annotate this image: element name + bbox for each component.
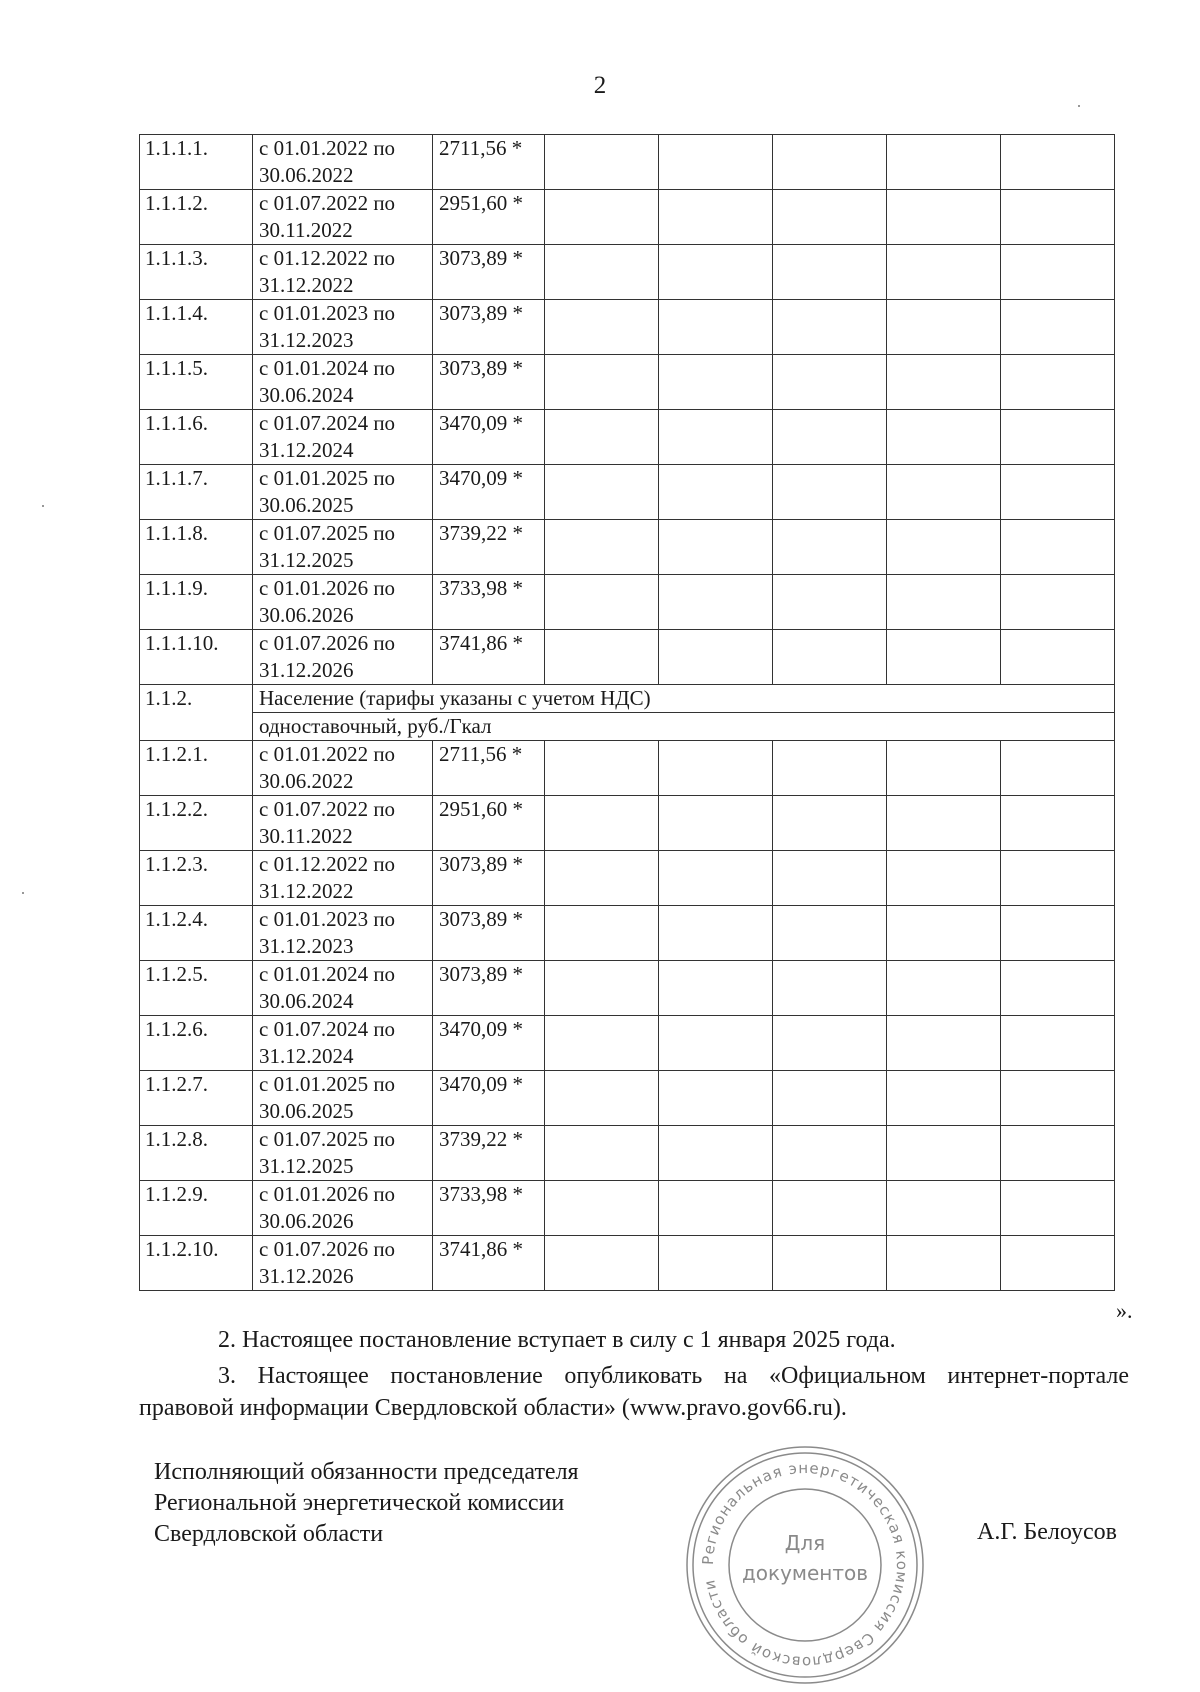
table-row — [140, 961, 1115, 1016]
official-stamp — [680, 1440, 930, 1690]
stamp-ring-text: Региональная энергетическая комиссия Свердловской области — [698, 1458, 912, 1672]
row-period — [253, 300, 433, 355]
table-row — [140, 300, 1115, 355]
period-start: с 01.01.2022 по — [259, 742, 396, 766]
period-start: с 01.12.2022 по — [259, 246, 396, 270]
row-tariff-value: 3470,09 * — [433, 1071, 545, 1126]
empty-cell — [659, 796, 773, 851]
period-start: с 01.01.2025 по — [259, 1072, 396, 1096]
row-number: 1.1.1.4. — [140, 300, 253, 355]
period-start: с 01.01.2023 по — [259, 907, 396, 931]
period-end: 30.06.2022 — [259, 163, 354, 187]
row-period — [253, 465, 433, 520]
empty-cell — [773, 300, 887, 355]
period-end: 31.12.2023 — [259, 934, 354, 958]
row-period — [253, 906, 433, 961]
row-tariff-value: 3073,89 * — [433, 961, 545, 1016]
empty-cell — [545, 465, 659, 520]
row-period — [253, 796, 433, 851]
empty-cell — [887, 1126, 1001, 1181]
empty-cell — [773, 190, 887, 245]
empty-cell — [545, 1071, 659, 1126]
empty-cell — [1001, 1181, 1115, 1236]
signer-position — [154, 1457, 579, 1550]
empty-cell — [1001, 575, 1115, 630]
period-start: с 01.12.2022 по — [259, 852, 396, 876]
empty-cell — [773, 1126, 887, 1181]
empty-cell — [659, 410, 773, 465]
row-tariff-value: 3470,09 * — [433, 1016, 545, 1071]
table-row — [140, 630, 1115, 685]
empty-cell — [1001, 741, 1115, 796]
empty-cell — [887, 410, 1001, 465]
empty-cell — [659, 355, 773, 410]
empty-cell — [773, 741, 887, 796]
row-tariff-value: 2951,60 * — [433, 796, 545, 851]
row-period — [253, 520, 433, 575]
table-row — [140, 1181, 1115, 1236]
period-start: с 01.01.2022 по — [259, 136, 396, 160]
row-tariff-value: 2951,60 * — [433, 190, 545, 245]
section-row — [140, 685, 1115, 713]
empty-cell — [887, 245, 1001, 300]
period-start: с 01.07.2024 по — [259, 1017, 396, 1041]
empty-cell — [659, 906, 773, 961]
empty-cell — [659, 520, 773, 575]
row-number: 1.1.2.4. — [140, 906, 253, 961]
section-number: 1.1.2. — [140, 685, 253, 741]
empty-cell — [545, 575, 659, 630]
empty-cell — [773, 1181, 887, 1236]
row-tariff-value: 2711,56 * — [433, 135, 545, 190]
empty-cell — [545, 1126, 659, 1181]
empty-cell — [659, 630, 773, 685]
period-end: 31.12.2026 — [259, 1264, 354, 1288]
empty-cell — [545, 410, 659, 465]
empty-cell — [773, 410, 887, 465]
row-tariff-value: 3470,09 * — [433, 465, 545, 520]
table-row — [140, 410, 1115, 465]
period-end: 31.12.2022 — [259, 273, 354, 297]
table-row — [140, 1126, 1115, 1181]
empty-cell — [887, 796, 1001, 851]
empty-cell — [887, 1181, 1001, 1236]
empty-cell — [659, 190, 773, 245]
period-start: с 01.07.2024 по — [259, 411, 396, 435]
row-period — [253, 1236, 433, 1291]
row-number: 1.1.1.10. — [140, 630, 253, 685]
period-end: 30.06.2022 — [259, 769, 354, 793]
row-period — [253, 1181, 433, 1236]
period-end: 31.12.2024 — [259, 438, 354, 462]
empty-cell — [1001, 190, 1115, 245]
empty-cell — [545, 741, 659, 796]
row-period — [253, 1016, 433, 1071]
empty-cell — [887, 1236, 1001, 1291]
empty-cell — [659, 135, 773, 190]
row-period — [253, 630, 433, 685]
period-start: с 01.07.2025 по — [259, 1127, 396, 1151]
scan-speck — [22, 892, 24, 894]
empty-cell — [887, 906, 1001, 961]
period-start: с 01.01.2023 по — [259, 301, 396, 325]
table-row — [140, 355, 1115, 410]
period-end: 30.06.2025 — [259, 1099, 354, 1123]
row-number: 1.1.2.3. — [140, 851, 253, 906]
period-end: 31.12.2023 — [259, 328, 354, 352]
section-title: Население (тарифы указаны с учетом НДС) — [253, 685, 1115, 713]
row-number: 1.1.1.8. — [140, 520, 253, 575]
row-period — [253, 1126, 433, 1181]
signer-position-line-3: Свердловской области — [154, 1521, 384, 1547]
empty-cell — [659, 1236, 773, 1291]
row-tariff-value: 3741,86 * — [433, 630, 545, 685]
empty-cell — [887, 190, 1001, 245]
row-tariff-value: 3073,89 * — [433, 245, 545, 300]
table-row — [140, 190, 1115, 245]
table-row — [140, 1016, 1115, 1071]
empty-cell — [887, 520, 1001, 575]
row-number: 1.1.2.9. — [140, 1181, 253, 1236]
empty-cell — [1001, 1071, 1115, 1126]
period-start: с 01.07.2025 по — [259, 521, 396, 545]
empty-cell — [887, 630, 1001, 685]
empty-cell — [773, 355, 887, 410]
row-number: 1.1.2.7. — [140, 1071, 253, 1126]
row-tariff-value: 3733,98 * — [433, 575, 545, 630]
empty-cell — [659, 300, 773, 355]
empty-cell — [1001, 135, 1115, 190]
empty-cell — [659, 575, 773, 630]
empty-cell — [545, 520, 659, 575]
empty-cell — [1001, 851, 1115, 906]
scan-speck — [1078, 105, 1080, 107]
empty-cell — [773, 1236, 887, 1291]
empty-cell — [887, 1071, 1001, 1126]
period-start: с 01.01.2024 по — [259, 962, 396, 986]
period-start: с 01.01.2026 по — [259, 1182, 396, 1206]
row-tariff-value: 3739,22 * — [433, 1126, 545, 1181]
table-row — [140, 1071, 1115, 1126]
row-period — [253, 575, 433, 630]
row-period — [253, 961, 433, 1016]
row-tariff-value: 3739,22 * — [433, 520, 545, 575]
period-end: 31.12.2026 — [259, 658, 354, 682]
empty-cell — [545, 1236, 659, 1291]
empty-cell — [659, 961, 773, 1016]
empty-cell — [887, 355, 1001, 410]
period-end: 31.12.2025 — [259, 1154, 354, 1178]
empty-cell — [659, 851, 773, 906]
empty-cell — [545, 851, 659, 906]
row-number: 1.1.1.6. — [140, 410, 253, 465]
empty-cell — [545, 906, 659, 961]
table-row — [140, 575, 1115, 630]
empty-cell — [773, 851, 887, 906]
empty-cell — [1001, 1126, 1115, 1181]
paragraph-3: 3. Настоящее постановление опубликовать на «Официальном интернет-портале правовой информации Свердловской области» (www.pravo.gov66.ru). — [139, 1363, 1129, 1421]
period-end: 31.12.2024 — [259, 1044, 354, 1068]
period-start: с 01.01.2025 по — [259, 466, 396, 490]
empty-cell — [1001, 961, 1115, 1016]
period-end: 30.06.2026 — [259, 603, 354, 627]
scan-speck — [42, 505, 44, 507]
row-number: 1.1.2.1. — [140, 741, 253, 796]
period-end: 31.12.2025 — [259, 548, 354, 572]
empty-cell — [773, 575, 887, 630]
empty-cell — [887, 135, 1001, 190]
empty-cell — [773, 245, 887, 300]
empty-cell — [1001, 410, 1115, 465]
empty-cell — [659, 741, 773, 796]
empty-cell — [545, 300, 659, 355]
row-period — [253, 245, 433, 300]
empty-cell — [1001, 245, 1115, 300]
empty-cell — [545, 630, 659, 685]
empty-cell — [659, 1181, 773, 1236]
period-end: 30.06.2024 — [259, 383, 354, 407]
tariff-table — [139, 134, 1115, 1291]
section-subtitle: одноставочный, руб./Гкал — [253, 713, 1115, 741]
empty-cell — [659, 465, 773, 520]
empty-cell — [887, 465, 1001, 520]
row-period — [253, 135, 433, 190]
row-number: 1.1.1.9. — [140, 575, 253, 630]
empty-cell — [1001, 906, 1115, 961]
row-period — [253, 410, 433, 465]
row-tariff-value: 3073,89 * — [433, 300, 545, 355]
period-end: 30.06.2025 — [259, 493, 354, 517]
empty-cell — [773, 630, 887, 685]
row-number: 1.1.2.5. — [140, 961, 253, 1016]
table-row — [140, 851, 1115, 906]
row-tariff-value: 2711,56 * — [433, 741, 545, 796]
row-number: 1.1.2.8. — [140, 1126, 253, 1181]
empty-cell — [1001, 520, 1115, 575]
table-row — [140, 741, 1115, 796]
row-tariff-value: 3470,09 * — [433, 410, 545, 465]
empty-cell — [887, 1016, 1001, 1071]
empty-cell — [773, 520, 887, 575]
empty-cell — [773, 906, 887, 961]
empty-cell — [887, 851, 1001, 906]
empty-cell — [887, 961, 1001, 1016]
row-number: 1.1.1.3. — [140, 245, 253, 300]
empty-cell — [545, 961, 659, 1016]
page-number: 2 — [593, 72, 607, 99]
row-period — [253, 851, 433, 906]
row-period — [253, 1071, 433, 1126]
empty-cell — [887, 300, 1001, 355]
empty-cell — [1001, 355, 1115, 410]
row-number: 1.1.1.7. — [140, 465, 253, 520]
row-number: 1.1.1.1. — [140, 135, 253, 190]
period-start: с 01.01.2026 по — [259, 576, 396, 600]
table-row — [140, 520, 1115, 575]
table-row — [140, 796, 1115, 851]
empty-cell — [545, 135, 659, 190]
empty-cell — [1001, 1016, 1115, 1071]
row-tariff-value: 3073,89 * — [433, 355, 545, 410]
period-end: 30.06.2024 — [259, 989, 354, 1013]
period-start: с 01.07.2022 по — [259, 191, 396, 215]
row-tariff-value: 3073,89 * — [433, 906, 545, 961]
period-end: 31.12.2022 — [259, 879, 354, 903]
empty-cell — [1001, 796, 1115, 851]
period-end: 30.11.2022 — [259, 218, 353, 242]
empty-cell — [773, 1016, 887, 1071]
empty-cell — [545, 245, 659, 300]
closing-quote: ». — [1116, 1298, 1133, 1323]
empty-cell — [659, 1071, 773, 1126]
row-number: 1.1.1.5. — [140, 355, 253, 410]
row-period — [253, 190, 433, 245]
table-row — [140, 906, 1115, 961]
empty-cell — [773, 135, 887, 190]
empty-cell — [545, 355, 659, 410]
empty-cell — [1001, 300, 1115, 355]
signer-position-line-1: Исполняющий обязанности председателя — [154, 1459, 579, 1485]
period-end: 30.06.2026 — [259, 1209, 354, 1233]
period-start: с 01.07.2022 по — [259, 797, 396, 821]
period-start: с 01.01.2024 по — [259, 356, 396, 380]
empty-cell — [545, 1181, 659, 1236]
row-number: 1.1.2.2. — [140, 796, 253, 851]
signer-name: А.Г. Белоусов — [977, 1519, 1117, 1545]
stamp-center-line-1: Для — [784, 1531, 826, 1555]
row-number: 1.1.2.6. — [140, 1016, 253, 1071]
table-row — [140, 245, 1115, 300]
empty-cell — [659, 245, 773, 300]
table-row — [140, 465, 1115, 520]
row-number: 1.1.1.2. — [140, 190, 253, 245]
row-period — [253, 741, 433, 796]
empty-cell — [545, 796, 659, 851]
row-tariff-value: 3073,89 * — [433, 851, 545, 906]
row-tariff-value: 3741,86 * — [433, 1236, 545, 1291]
empty-cell — [773, 1071, 887, 1126]
empty-cell — [1001, 1236, 1115, 1291]
table-row — [140, 135, 1115, 190]
paragraph-2: 2. Настоящее постановление вступает в силу с 1 января 2025 года. — [218, 1327, 896, 1353]
row-number: 1.1.2.10. — [140, 1236, 253, 1291]
table-row — [140, 1236, 1115, 1291]
empty-cell — [773, 465, 887, 520]
empty-cell — [887, 741, 1001, 796]
stamp-center-line-2: документов — [741, 1561, 869, 1585]
empty-cell — [545, 1016, 659, 1071]
empty-cell — [659, 1016, 773, 1071]
row-period — [253, 355, 433, 410]
signer-position-line-2: Региональной энергетической комиссии — [154, 1490, 565, 1516]
empty-cell — [1001, 465, 1115, 520]
period-start: с 01.07.2026 по — [259, 1237, 396, 1261]
period-end: 30.11.2022 — [259, 824, 353, 848]
empty-cell — [773, 961, 887, 1016]
row-tariff-value: 3733,98 * — [433, 1181, 545, 1236]
empty-cell — [887, 575, 1001, 630]
empty-cell — [773, 796, 887, 851]
empty-cell — [659, 1126, 773, 1181]
empty-cell — [545, 190, 659, 245]
period-start: с 01.07.2026 по — [259, 631, 396, 655]
section-subtitle-row — [140, 713, 1115, 741]
empty-cell — [1001, 630, 1115, 685]
